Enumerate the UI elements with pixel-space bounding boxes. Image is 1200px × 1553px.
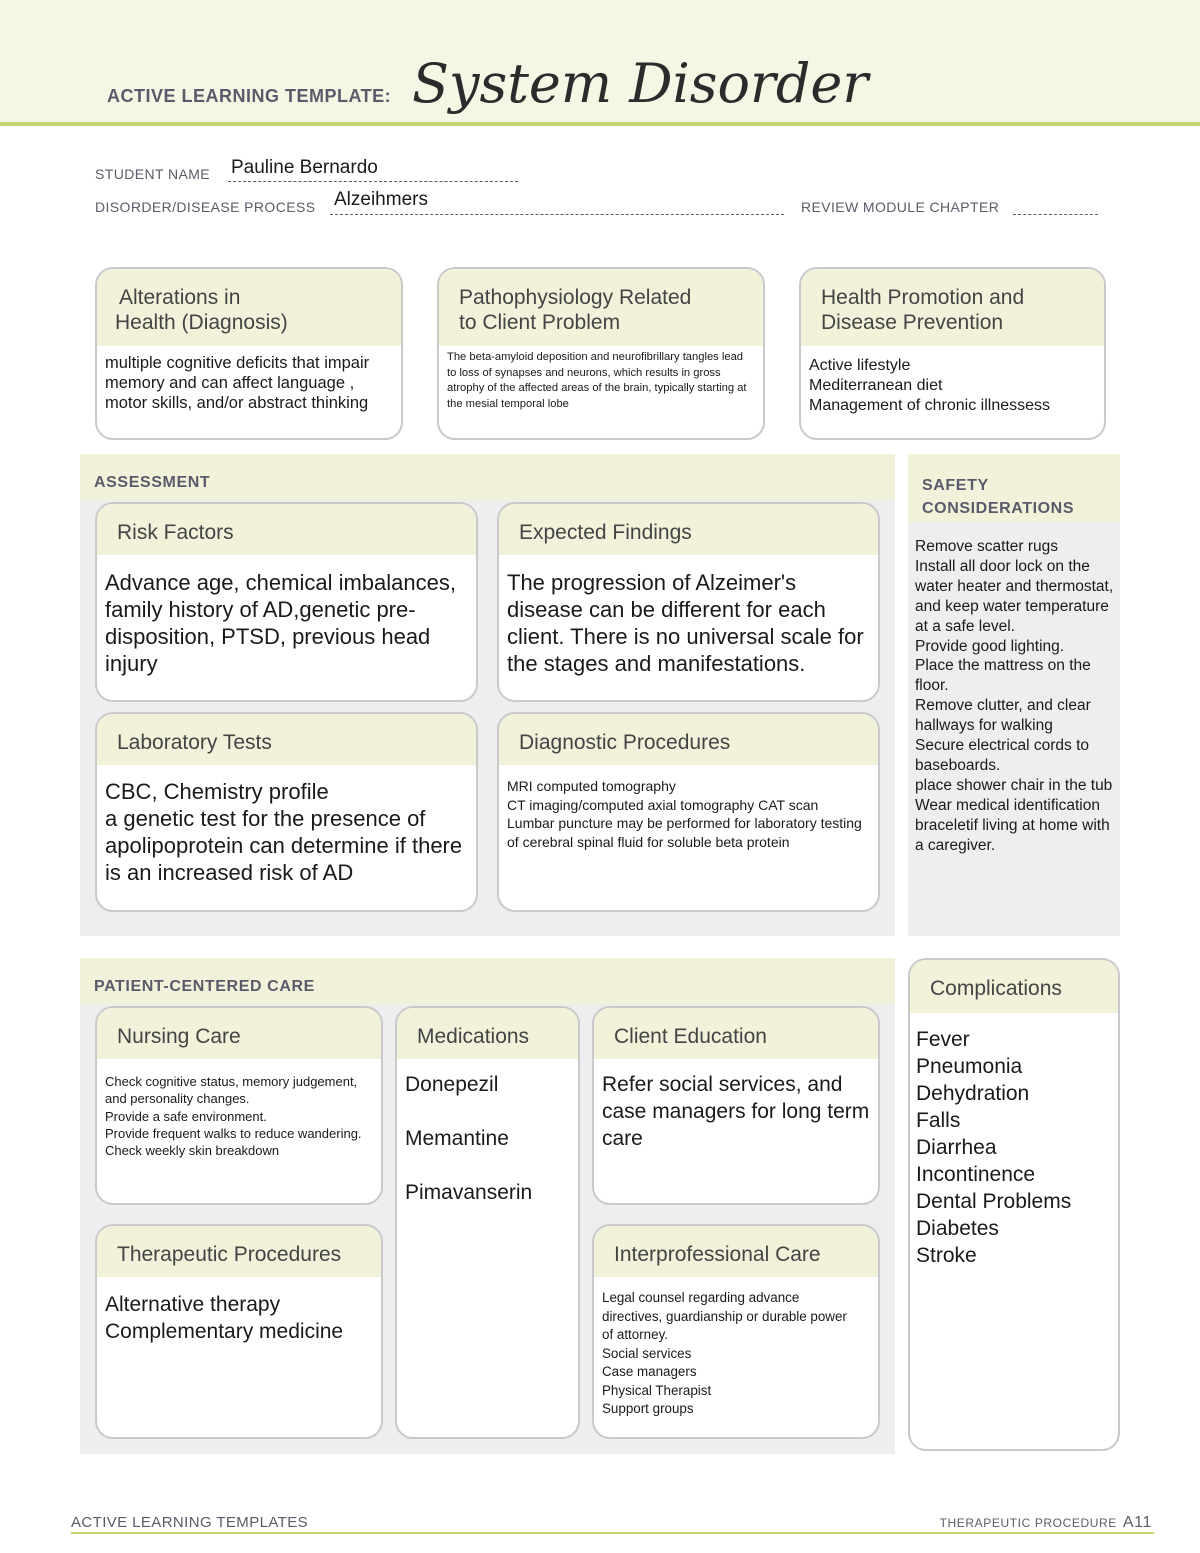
pathophysiology-title: Pathophysiology Related to Client Problem: [439, 269, 763, 346]
interprofessional-care-title: Interprofessional Care: [594, 1226, 878, 1277]
interprofessional-care-body: [594, 1277, 878, 1427]
nursing-care-item: Provide frequent walks to reduce wandering.: [105, 1125, 362, 1141]
safety-title: SAFETY CONSIDERATIONS: [922, 477, 1075, 517]
template-title: System Disorder: [412, 52, 869, 115]
therapeutic-item: Complementary medicine: [105, 1320, 344, 1343]
interprofessional-item: Legal counsel regarding advance directives, guardianship or durable power of attorney.: [602, 1290, 847, 1342]
health-promotion-item: Mediterranean diet: [809, 377, 943, 394]
laboratory-tests-box: [95, 712, 478, 912]
footer-divider: [71, 1532, 1154, 1534]
review-module-line: [1013, 199, 1098, 215]
diagnostic-item: MRI computed tomography: [507, 778, 676, 794]
medication-item: Donepezil: [405, 1073, 499, 1096]
client-education-box: [592, 1006, 880, 1205]
health-promotion-body: [801, 346, 1104, 424]
diagnostic-procedures-title: Diagnostic Procedures: [499, 714, 878, 765]
diagnostic-procedures-box: [497, 712, 880, 912]
student-name-label: STUDENT NAME: [95, 166, 210, 182]
safety-considerations-list: [915, 537, 1117, 856]
complication-item: Diarrhea: [916, 1136, 997, 1159]
therapeutic-procedures-box: [95, 1224, 383, 1439]
health-promotion-item: Active lifestyle: [809, 357, 911, 374]
safety-item: Provide good lighting.: [915, 637, 1065, 655]
complication-item: Pneumonia: [916, 1055, 1023, 1078]
complication-item: Dehydration: [916, 1082, 1030, 1105]
laboratory-tests-title: Laboratory Tests: [97, 714, 476, 765]
therapeutic-item: Alternative therapy: [105, 1293, 281, 1316]
nursing-care-item: Check weekly skin breakdown: [105, 1143, 280, 1159]
medications-box: [395, 1006, 580, 1439]
header-divider: [0, 122, 1200, 126]
diagnostic-item: CT imaging/computed axial tomography CAT scan: [507, 796, 819, 813]
client-education-body: Refer social services, and case managers for long term care: [602, 1073, 870, 1150]
assessment-title: ASSESSMENT: [94, 474, 211, 491]
template-label: ACTIVE LEARNING TEMPLATE:: [107, 86, 392, 106]
medications-title: Medications: [397, 1008, 578, 1059]
nursing-care-item: Provide a safe environment.: [105, 1108, 267, 1124]
health-promotion-box: [799, 267, 1106, 440]
medication-item: Memantine: [405, 1127, 509, 1150]
complication-item: Falls: [916, 1109, 961, 1132]
interprofessional-item: Physical Therapist: [602, 1382, 712, 1398]
lab-test-item: a genetic test for the presence of apolipoprotein can determine if there is an increased risk of AD: [105, 806, 463, 885]
safety-item: Wear medical identification braceletif living at home with a caregiver.: [915, 796, 1110, 854]
diagnostic-procedures-body: [499, 765, 878, 859]
nursing-care-body: [97, 1059, 381, 1167]
nursing-care-box: [95, 1006, 383, 1205]
pathophysiology-body: The beta-amyloid deposition and neurofibrillary tangles lead to loss of synapses and neurons, which results in gross atrophy of the affected areas of the brain, typically starting at the mesial temporal lobe: [447, 351, 747, 410]
complications-title: Complications: [910, 960, 1118, 1013]
complication-item: Dental Problems: [916, 1190, 1072, 1213]
lab-test-item: CBC, Chemistry profile: [105, 779, 329, 804]
nursing-care-title: Nursing Care: [97, 1008, 381, 1059]
medication-item: Pimavanserin: [405, 1181, 533, 1204]
therapeutic-procedures-body: [97, 1277, 381, 1353]
complications-box: [908, 958, 1120, 1451]
client-education-title: Client Education: [594, 1008, 878, 1059]
complication-item: Incontinence: [916, 1163, 1036, 1186]
footer-right: [940, 1514, 1152, 1532]
alterations-in-health-box: [95, 267, 403, 440]
expected-findings-title: Expected Findings: [499, 504, 878, 555]
safety-item: Install all door lock on the water heater and thermostat, and keep water temperature at a safe level.: [915, 557, 1114, 635]
disorder-value[interactable]: Alzeihmers: [334, 189, 428, 210]
safety-item: place shower chair in the tub: [915, 776, 1113, 794]
interprofessional-item: Case managers: [602, 1364, 697, 1379]
safety-item: Place the mattress on the floor.: [915, 657, 1091, 695]
nursing-care-item: Check cognitive status, memory judgement, and personality changes.: [105, 1074, 358, 1107]
student-name-value[interactable]: Pauline Bernardo: [231, 157, 378, 178]
interprofessional-item: Support groups: [602, 1401, 694, 1416]
expected-findings-body: The progression of Alzeimer's disease can be different for each client. There is no universal scale for the stages and manifestations.: [507, 570, 864, 676]
footer-right-label: THERAPEUTIC PROCEDURE: [939, 1516, 1117, 1530]
footer-left-label: ACTIVE LEARNING TEMPLATES: [71, 1514, 308, 1531]
interprofessional-care-box: [592, 1224, 880, 1439]
complication-item: Diabetes: [916, 1217, 999, 1240]
patient-centered-care-title: PATIENT-CENTERED CARE: [94, 978, 315, 995]
safety-item: Remove scatter rugs: [915, 538, 1058, 555]
diagnostic-item: Lumbar puncture may be performed for laboratory testing of cerebral spinal fluid for soluble beta protein: [507, 815, 862, 850]
risk-factors-body: Advance age, chemical imbalances, family history of AD,genetic pre-disposition, PTSD, previous head injury: [105, 570, 456, 676]
safety-item: Secure electrical cords to baseboards.: [915, 737, 1090, 774]
risk-factors-title: Risk Factors: [97, 504, 476, 555]
review-module-label: REVIEW MODULE CHAPTER: [801, 199, 1000, 215]
therapeutic-procedures-title: Therapeutic Procedures: [97, 1226, 381, 1277]
complication-item: Stroke: [916, 1244, 977, 1267]
expected-findings-box: [497, 502, 880, 702]
alterations-title: Alterations in Health (Diagnosis): [97, 269, 401, 346]
risk-factors-box: [95, 502, 478, 702]
complication-item: Fever: [916, 1028, 970, 1051]
safety-item: Remove clutter, and clear hallways for walking: [915, 697, 1091, 735]
health-promotion-item: Management of chronic illnessess: [809, 397, 1051, 414]
medications-body: [397, 1059, 578, 1214]
alterations-body: multiple cognitive deficits that impair memory and can affect language , motor skills, and/or abstract thinking: [105, 354, 370, 412]
pathophysiology-box: [437, 267, 765, 440]
interprofessional-item: Social services: [602, 1345, 692, 1361]
complications-body: [910, 1013, 1118, 1277]
health-promotion-title: Health Promotion and Disease Prevention: [801, 269, 1104, 346]
laboratory-tests-body: [97, 765, 476, 894]
disorder-label: DISORDER/DISEASE PROCESS: [95, 199, 316, 215]
page-number: A11: [1122, 1514, 1152, 1531]
